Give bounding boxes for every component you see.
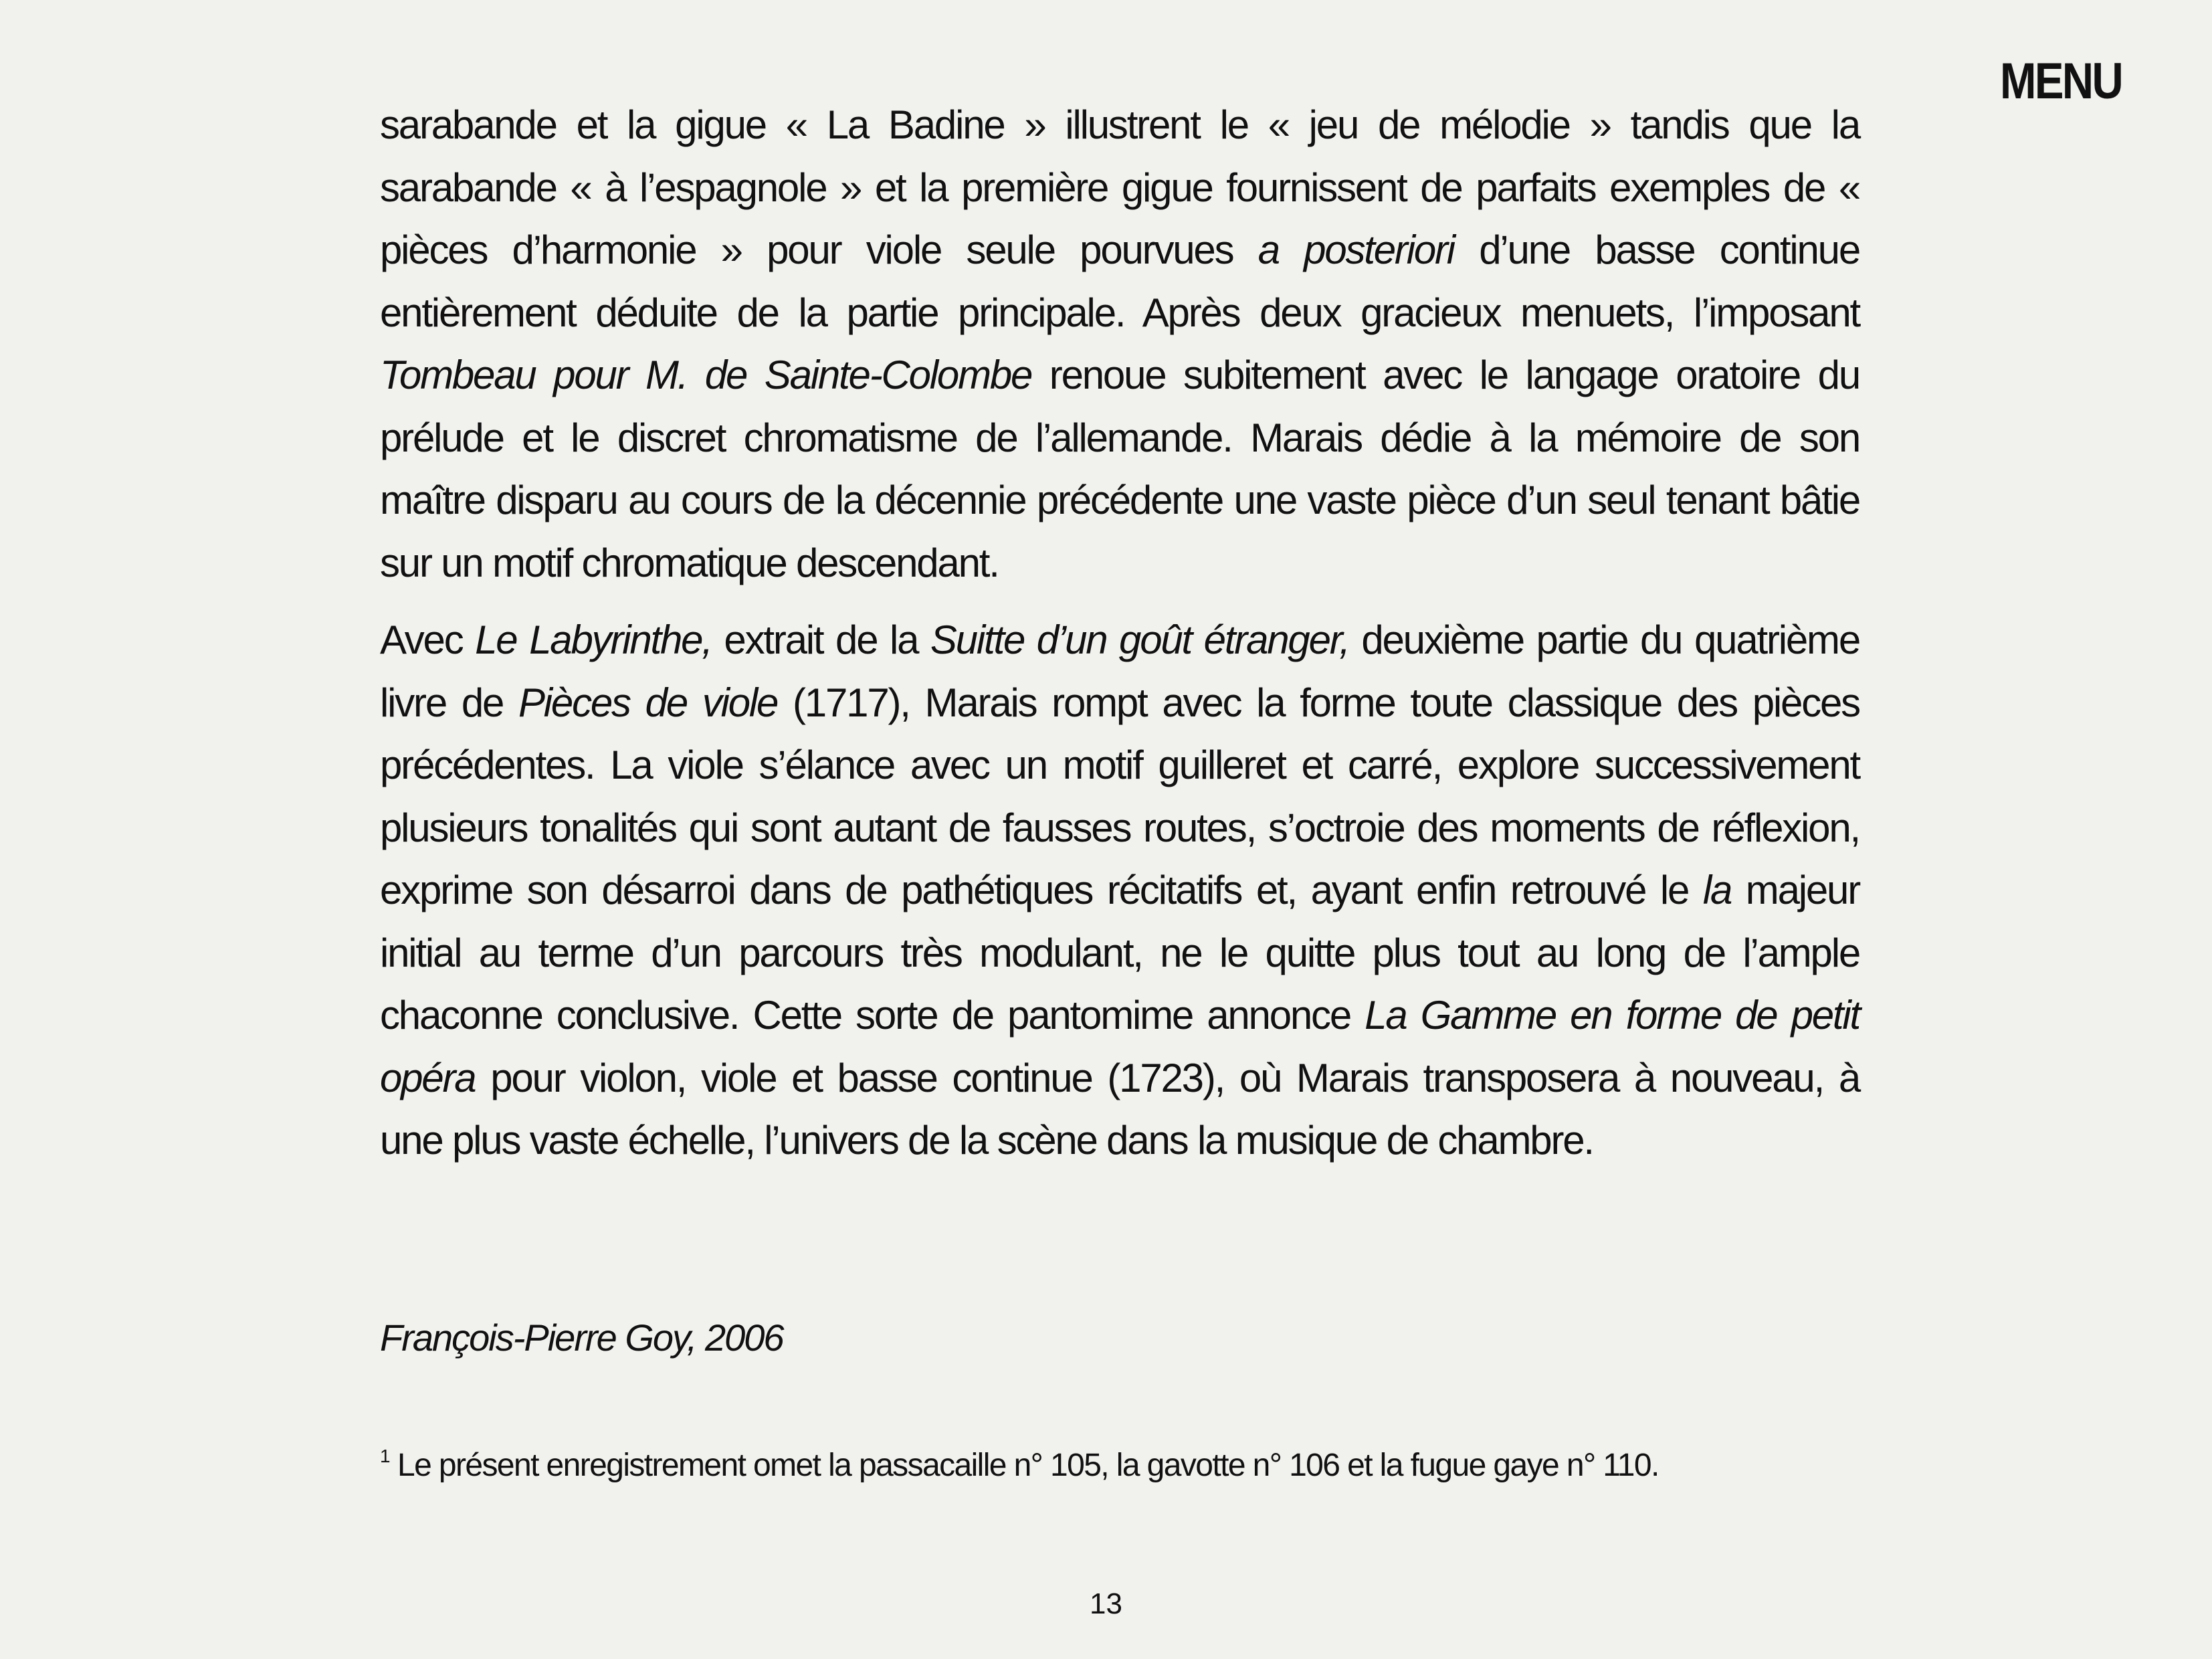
paragraph-2 (380, 609, 1859, 1172)
page-number: 13 (1090, 1587, 1122, 1620)
footnote-marker: 1 (380, 1446, 389, 1466)
text-segment: extrait de la (711, 617, 930, 662)
italic-segment: Pièces de viole (518, 680, 778, 725)
paragraph-1 (380, 94, 1859, 594)
text-segment: deuxième partie du quatrième livre de (380, 617, 1859, 725)
body-text (380, 94, 1859, 1187)
italic-segment: Tombeau pour M. de Sainte-Colombe (380, 353, 1032, 397)
author-signature: François-Pierre Goy, 2006 (380, 1316, 783, 1359)
italic-segment: Suitte d’un goût étranger, (930, 617, 1349, 662)
text-segment: Avec (380, 617, 476, 662)
footnote (380, 1445, 1659, 1485)
italic-segment: La Gamme en forme de petit opéra (380, 993, 1860, 1100)
italic-segment: a posteriori (1258, 227, 1454, 272)
text-segment: majeur initial au terme d’un parcours très modulant, ne le quitte plus tout au long de l’ample chaconne conclusive. Cette sorte de pantomime annonce (380, 868, 1859, 1038)
italic-segment: Le Labyrinthe, (475, 617, 712, 662)
italic-segment: la (1702, 868, 1732, 912)
menu-button[interactable]: MENU (2000, 53, 2122, 110)
text-segment: d’une basse continue entièrement déduite de la partie principale. Après deux gracieux menuets, l’imposant (380, 227, 1859, 335)
text-segment: pour violon, viole et basse continue (1723), où Marais transposera à nouveau, à une plus vaste échelle, l’univers de la scène dans la musique de chambre. (380, 1055, 1859, 1163)
text-segment: sarabande et la gigue « La Badine » illustrent le « jeu de mélodie » tandis que la sarabande « à l’espagnole » et la première gigue fournissent de parfaits exemples de « pièces d’harmonie » pour viole seule pourvues (380, 102, 1859, 272)
text-segment: (1717), Marais rompt avec la forme toute classique des pièces précédentes. La viole s’élance avec un motif guilleret et carré, explore successivement plusieurs tonalités qui sont autant de fausses routes, s’octroie des moments de réflexion, exprime son désarroi dans de pathétiques récitatifs et, ayant enfin retrouvé le (380, 680, 1859, 912)
footnote-text: Le présent enregistrement omet la passacaille n° 105, la gavotte n° 106 et la fugue gaye n° 110. (397, 1448, 1659, 1483)
text-segment: renoue subitement avec le langage oratoire du prélude et le discret chromatisme de l’allemande. Marais dédie à la mémoire de son maître disparu au cours de la décennie précédente une vaste pièce d’un seul tenant bâtie sur un motif chromatique descendant. (380, 353, 1859, 585)
